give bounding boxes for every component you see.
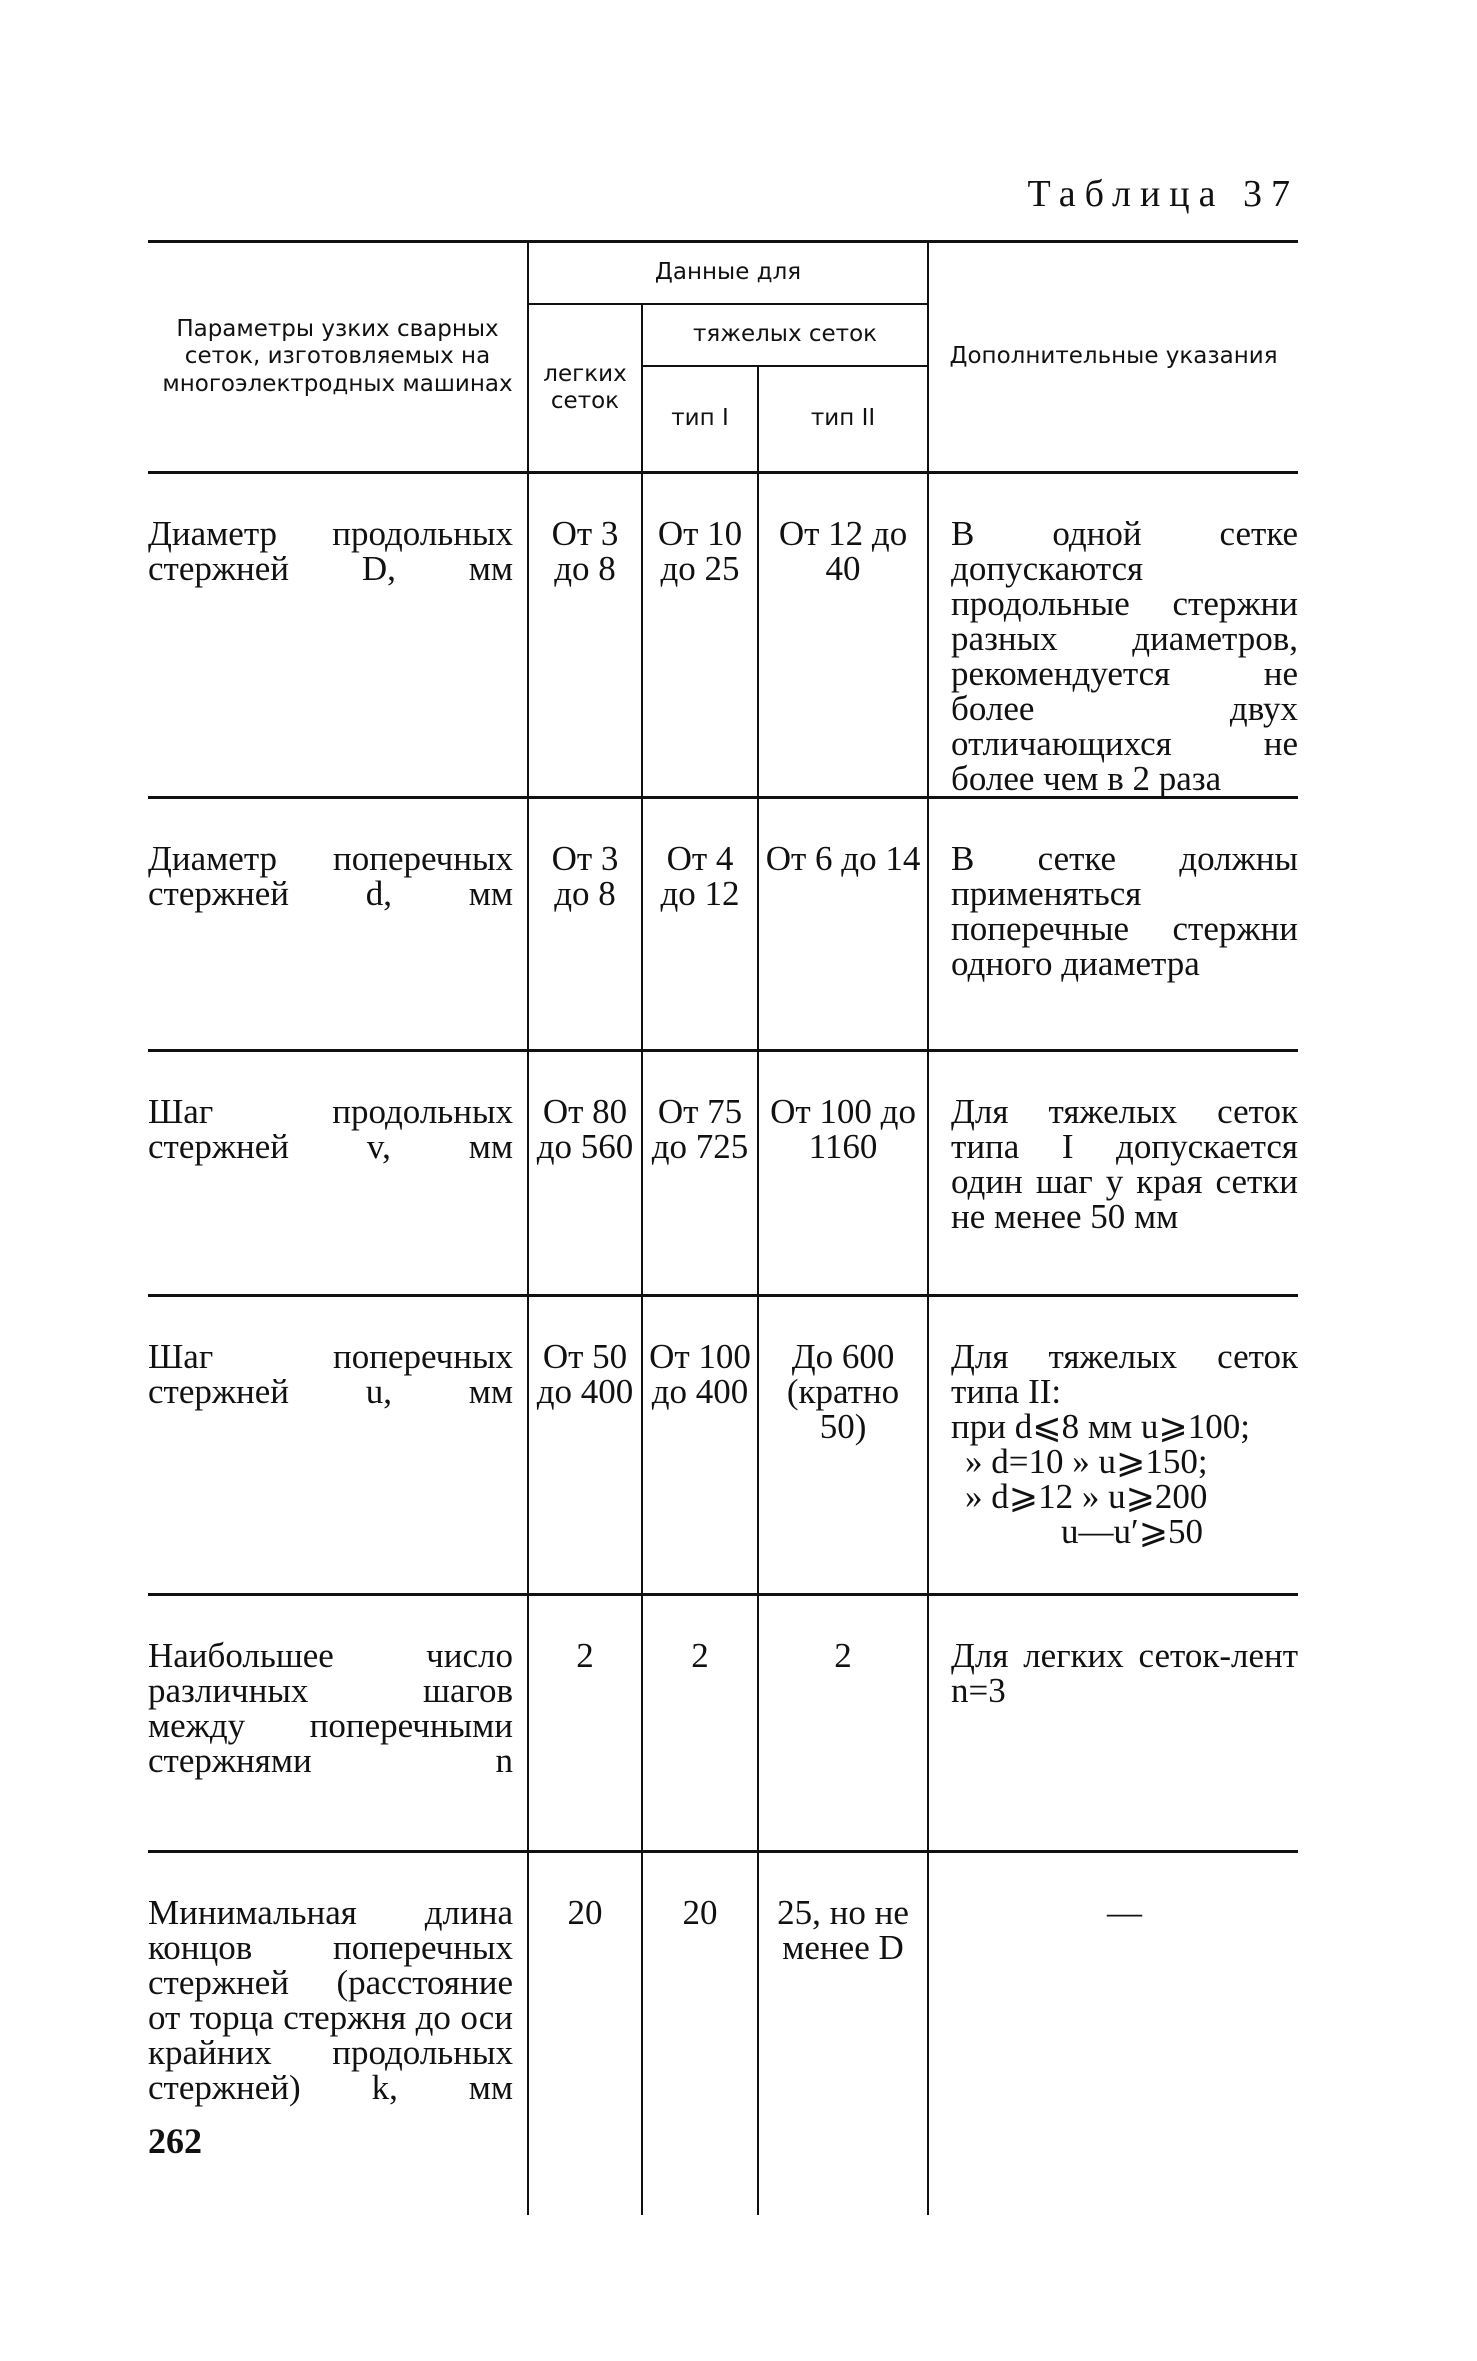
header-parameters: Параметры узких сварных сеток, изготовляемых на многоэлектродных машинах [148,242,528,473]
note-line: u—u′⩾50 [1061,1512,1204,1551]
note-cell: — [928,1852,1298,2216]
table-caption: Таблица 37 [1027,173,1299,215]
param-cell: Наибольшее число различных шагов между поперечными стержнями n [148,1595,528,1852]
type2-value: От 12 до 40 [758,473,928,798]
table-row [148,798,1298,1051]
header-light-nets: легких сеток [528,304,642,473]
note-line: Для тяжелых сеток типа II: [951,1337,1299,1411]
header-type-2: тип II [758,366,928,473]
header-heavy-nets: тяжелых сеток [642,304,928,366]
type2-value: От 6 до 14 [758,798,928,1051]
note-line: при d⩽8 мм u⩾100; [951,1407,1250,1446]
table-row [148,1595,1298,1852]
type2-value: От 100 до 1160 [758,1051,928,1296]
type1-value: 20 [642,1852,758,2216]
type2-value: 2 [758,1595,928,1852]
note-line: » d=10 » u⩾150; [965,1442,1208,1481]
type1-value: От 10 до 25 [642,473,758,798]
light-value: От 80 до 560 [528,1051,642,1296]
param-cell: Минимальная длина концов поперечных стержней (расстояние от торца стержня до оси крайних продольных стержней) k, мм [148,1852,528,2216]
light-value: 2 [528,1595,642,1852]
note-cell: Для легких сеток-лент n=3 [928,1595,1298,1852]
param-cell: Шаг продольных стержней v, мм [148,1051,528,1296]
type1-value: От 75 до 725 [642,1051,758,1296]
note-cell [928,1296,1298,1595]
header-notes: Дополнительные указания [928,242,1298,473]
table-row [148,1852,1298,2216]
note-line: » d⩾12 » u⩾200 [965,1477,1208,1516]
page-number: 262 [148,2121,202,2161]
note-cell: В одной сетке допускаются продольные стержни разных диаметров, рекомендуется не более двух отличающихся не более чем в 2 раза [928,473,1298,798]
light-value: 20 [528,1852,642,2216]
type1-value: От 100 до 400 [642,1296,758,1595]
note-cell: Для тяжелых сеток типа I допускается один шаг у края сетки не менее 50 мм [928,1051,1298,1296]
light-value: От 50 до 400 [528,1296,642,1595]
type1-value: 2 [642,1595,758,1852]
header-data-for: Данные для [528,242,928,305]
note-cell: В сетке должны применяться поперечные стержни одного диаметра [928,798,1298,1051]
type2-value: До 600 (кратно 50) [758,1296,928,1595]
param-cell: Диаметр продольных стержней D, мм [148,473,528,798]
table-row [148,473,1298,798]
type1-value: От 4 до 12 [642,798,758,1051]
light-value: От 3 до 8 [528,473,642,798]
parameters-table [148,240,1298,2215]
type2-value: 25, но не менее D [758,1852,928,2216]
table-row [148,1296,1298,1595]
light-value: От 3 до 8 [528,798,642,1051]
table-row [148,1051,1298,1296]
header-type-1: тип I [642,366,758,473]
param-cell: Диаметр поперечных стержней d, мм [148,798,528,1051]
param-cell: Шаг поперечных стержней u, мм [148,1296,528,1595]
